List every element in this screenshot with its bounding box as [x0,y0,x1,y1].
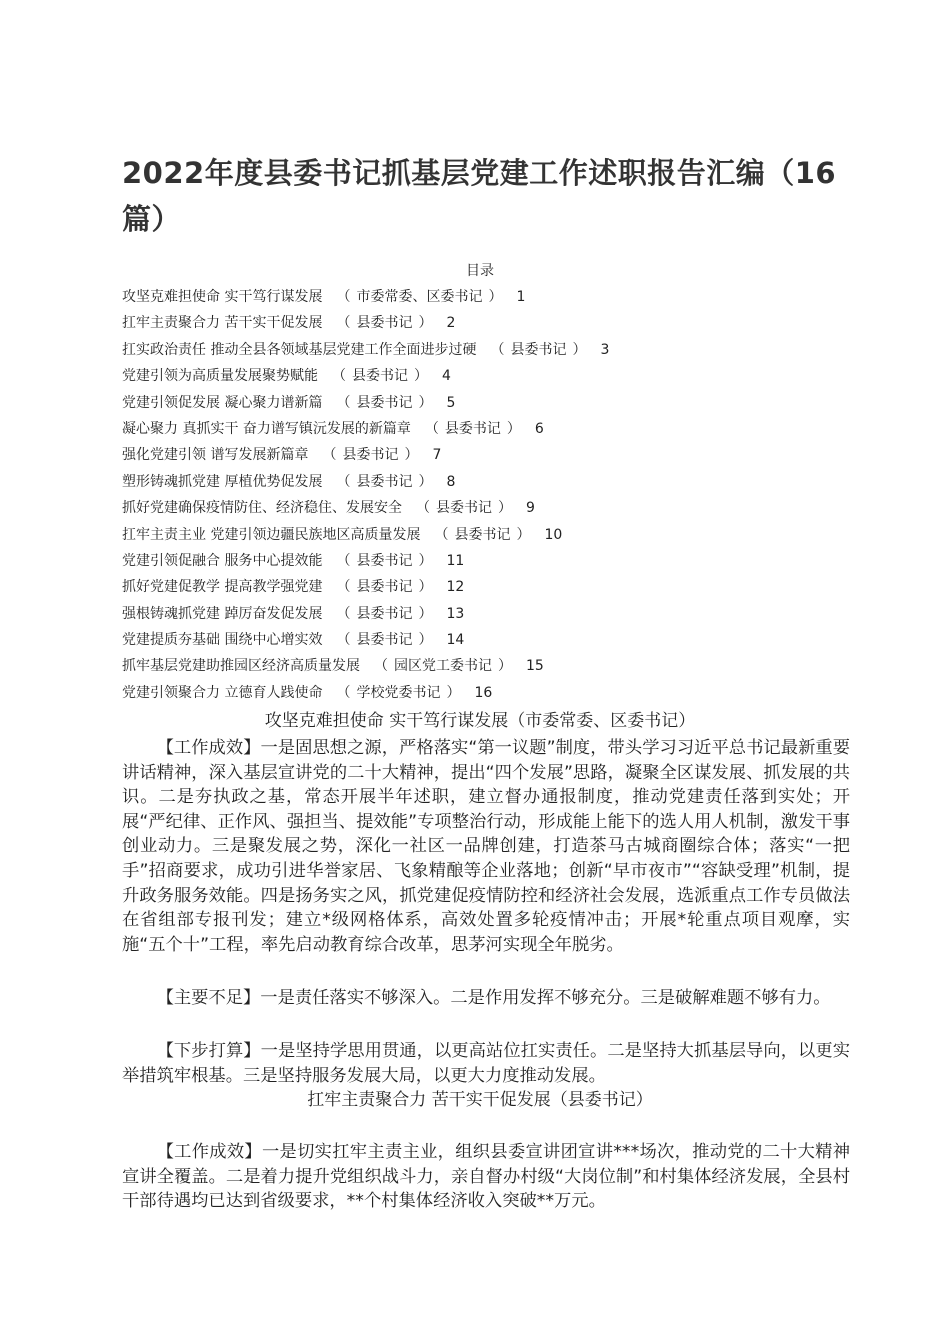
toc-item-page: 3 [600,341,610,358]
toc-item-author: 县委书记 [436,500,492,517]
toc-item[interactable] [122,311,882,337]
toc-item-page: 11 [446,552,465,569]
toc-item-page: 15 [526,658,544,675]
toc-paren: ） [516,526,531,543]
toc-paren: （ [336,632,351,649]
toc-item-page: 6 [534,420,544,437]
toc-item-title: 攻坚克难担使命 实干笃行谋发展 [122,289,323,305]
toc-item[interactable] [122,338,882,364]
toc-item-page: 16 [474,684,493,701]
toc-item-author: 学校党委书记 [356,684,441,701]
toc-item-title: 党建引领促融合 服务中心提效能 [122,552,323,569]
toc-item-page: 10 [544,526,563,543]
document-title: 2022年度县委书记抓基层党建工作述职报告汇编（16篇） [122,156,837,236]
toc-item-page: 7 [432,447,442,464]
toc-item[interactable] [122,575,882,601]
toc-paren: （ [336,473,351,490]
toc-paren: （ [424,420,439,437]
toc-paren: （ [434,526,449,543]
toc-item-author: 县委书记 [356,552,413,569]
toc-item-page: 13 [446,605,465,622]
toc-item[interactable] [122,391,882,417]
toc-paren: ） [572,341,587,358]
toc-paren: （ [336,605,351,622]
toc-item-page: 8 [446,473,456,490]
toc-paren: （ [336,289,351,305]
toc-paren: ） [506,420,521,437]
toc-item[interactable] [122,654,882,680]
toc-paren: （ [336,684,351,701]
toc-item[interactable] [122,549,882,575]
toc-paren: （ [336,579,351,596]
toc-item[interactable] [122,364,882,390]
toc-item-title: 党建引领为高质量发展聚势赋能 [122,368,318,385]
toc-item-author: 县委书记 [356,394,413,411]
toc-paren: （ [336,552,351,569]
section-2-achievements: 【工作成效】一是切实扛牢主责主业，组织县委宣讲团宣讲***场次，推动党的二十大精神宣讲全覆盖。二是着力提升党组织战斗力，亲自督办村级“大岗位制”和村集体经济发展，全县村干部待遇均已达到省级要求，**个村集体经济收入突破**万元。 [122,1142,850,1212]
section-1-title: 攻坚克难担使命 实干笃行谋发展（市委常委、区委书记） [264,711,696,731]
toc-paren: ） [418,605,433,622]
toc-item-author: 县委书记 [356,632,413,649]
toc-item-title: 扛牢主责聚合力 苦干实干促发展 [122,315,323,332]
toc-item-title: 抓牢基层党建助推园区经济高质量发展 [122,658,360,675]
toc-item-title: 强根铸魂抓党建 踔厉奋发促发展 [122,605,323,622]
toc-item-title: 党建引领促发展 凝心聚力谱新篇 [122,394,323,411]
toc-item-page: 1 [516,289,526,305]
toc-item-author: 县委书记 [356,315,413,332]
toc-paren: （ [336,394,351,411]
toc-heading: 目录 [466,263,494,279]
toc-item-author: 县委书记 [356,605,413,622]
toc-item-title: 抓好党建确保疫情防住、经济稳住、发展安全 [122,500,402,517]
toc-paren: ） [404,447,419,464]
toc-paren: ） [418,473,433,490]
toc-item-title: 扛实政治责任 推动全县各领域基层党建工作全面进步过硬 [122,341,477,358]
toc-item[interactable] [122,470,882,496]
toc-paren: （ [322,447,337,464]
table-of-contents [122,285,882,707]
toc-paren: ） [418,579,433,596]
section-1-achievements: 【工作成效】一是固思想之源，严格落实“第一议题”制度，带头学习习近平总书记最新重要讲话精神，深入基层宣讲党的二十大精神，提出“四个发展”思路，凝聚全区谋发展、抓发展的共识。二是夯执政之基，常态开展半年述职，建立督办通报制度，推动党建责任落到实处；开展“严纪律、正作风、强担当、提效能”专项整治行动，形成能上能下的选人用人机制，激发干事创业动力。三是聚发展之势，深化一社区一品牌创建，打造茶马古城商圈综合体；落实“一把手”招商要求，成功引进华誉家居、飞象精酿等企业落地；创新“早市夜市”“容缺受理”机制，提升政务服务效能。四是扬务实之风，抓党建促疫情防控和经济社会发展，选派重点工作专员做法在省组部专报刊发；建立*级网格体系，高效处置多轮疫情冲击；开展*轮重点项目观摩，实施“五个十”工程，率先启动教育综合改革，思茅河实现全年脱劣。 [122,738,850,955]
toc-item-page: 9 [526,500,535,517]
toc-paren: ） [446,684,461,701]
toc-item[interactable] [122,285,882,311]
toc-item-author: 县委书记 [356,579,413,596]
toc-item-author: 县委书记 [356,473,413,490]
toc-item-page: 12 [446,579,465,596]
toc-item-page: 4 [442,368,451,385]
toc-item-title: 抓好党建促教学 提高教学强党建 [122,579,323,596]
toc-item-author: 县委书记 [510,341,567,358]
toc-paren: ） [498,658,512,675]
toc-paren: ） [418,632,433,649]
toc-item[interactable] [122,443,882,469]
toc-paren: （ [332,368,346,385]
toc-item-title: 扛牢主责主业 党建引领边疆民族地区高质量发展 [122,526,421,543]
toc-item[interactable] [122,417,882,443]
section-2-title: 扛牢主责聚合力 苦干实干促发展（县委书记） [307,1090,653,1110]
toc-item-author: 县委书记 [444,420,501,437]
toc-paren: ） [418,394,433,411]
toc-item-author: 园区党工委书记 [394,658,492,675]
section-1-next-steps: 【下步打算】一是坚持学思用贯通，以更高站位扛实责任。二是坚持大抓基层导向，以更实举措筑牢根基。三是坚持服务发展大局，以更大力度推动发展。 [122,1041,850,1086]
toc-item-title: 凝心聚力 真抓实干 奋力谱写镇沅发展的新篇章 [122,420,411,437]
toc-item[interactable] [122,681,882,707]
toc-item-author: 市委常委、区委书记 [356,289,483,305]
toc-item[interactable] [122,602,882,628]
section-1-shortcomings: 【主要不足】一是责任落实不够深入。二是作用发挥不够充分。三是破解难题不够有力。 [156,988,831,1008]
toc-paren: ） [498,500,512,517]
toc-item-title: 塑形铸魂抓党建 厚植优势促发展 [122,473,323,490]
toc-item-author: 县委书记 [454,526,511,543]
toc-paren: （ [416,500,430,517]
toc-item-title: 党建引领聚合力 立德育人践使命 [122,684,323,701]
toc-item[interactable] [122,523,882,549]
toc-item-page: 14 [446,632,465,649]
toc-item-page: 5 [446,394,456,411]
toc-item-title: 强化党建引领 谱写发展新篇章 [122,447,309,464]
toc-item[interactable] [122,628,882,654]
toc-item[interactable] [122,496,882,522]
toc-paren: （ [336,315,351,332]
toc-paren: ） [414,368,428,385]
toc-item-page: 2 [446,315,456,332]
toc-item-title: 党建提质夯基础 围绕中心增实效 [122,632,323,649]
toc-item-author: 县委书记 [352,368,408,385]
toc-paren: ） [488,289,503,305]
toc-paren: （ [374,658,388,675]
toc-item-author: 县委书记 [342,447,399,464]
toc-paren: ） [418,315,433,332]
toc-paren: ） [418,552,433,569]
toc-paren: （ [490,341,505,358]
